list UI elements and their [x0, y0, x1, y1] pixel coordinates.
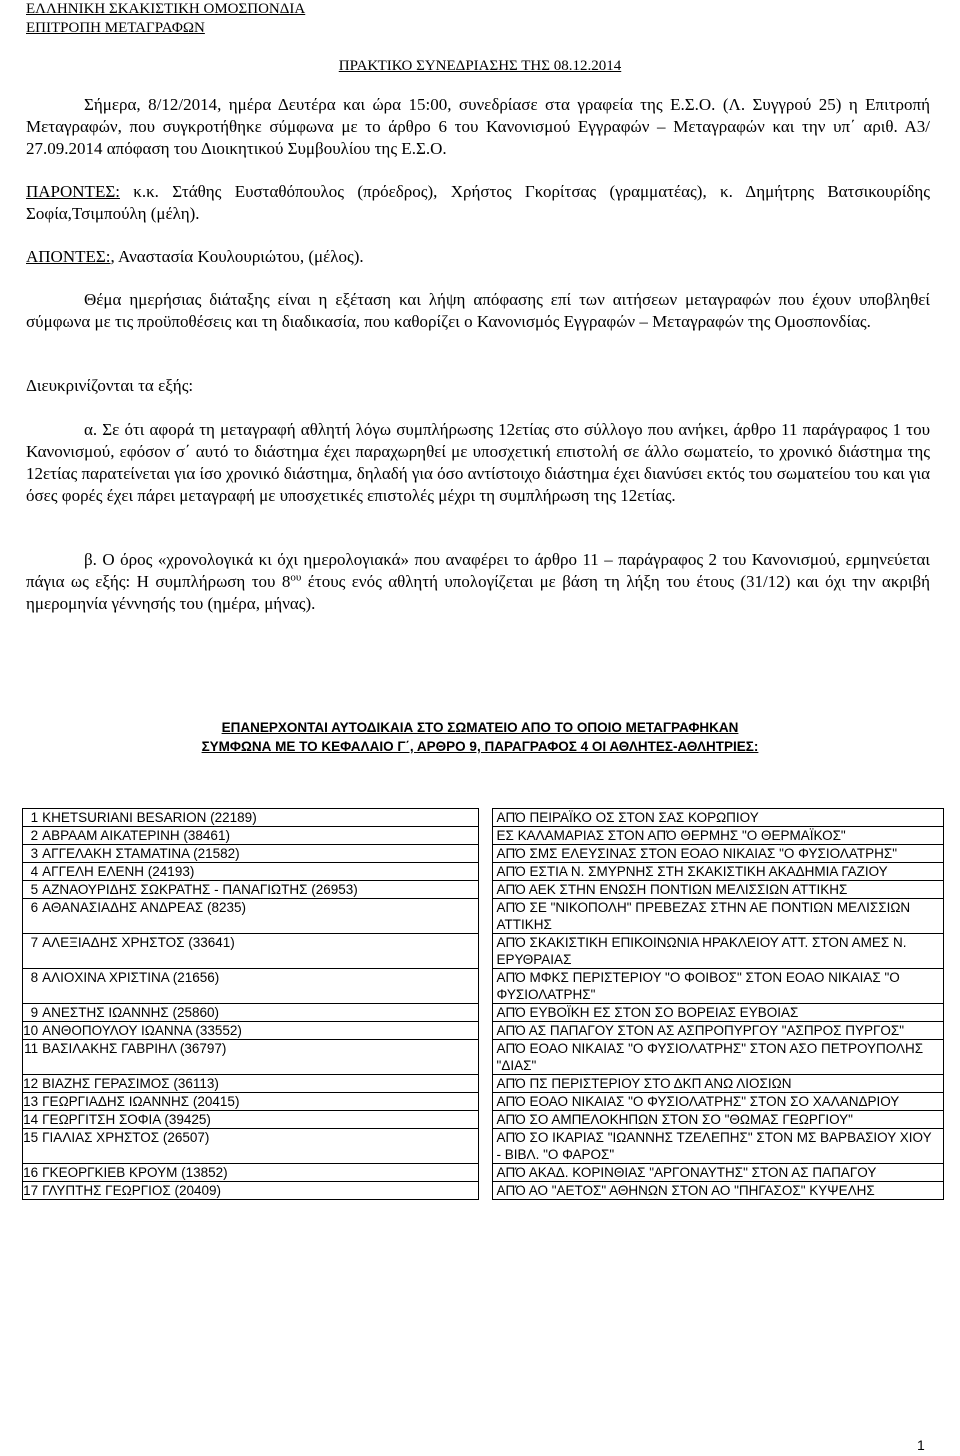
- clarify-line: Διευκρινίζονται τα εξής:: [26, 376, 194, 395]
- table-row: [23, 827, 944, 845]
- heading-line-1: ΕΠΑΝΕΡΧΟΝΤΑΙ ΑΥΤΟΔΙΚΑΙΑ ΣΤΟ ΣΩΜΑΤΕΙΟ ΑΠΟ ΤΟ ΟΠΟΙΟ ΜΕΤΑΓΡΑΦΗΚΑΝ: [221, 720, 739, 735]
- transfer-clubs: ΑΠΌ ΠΣ ΠΕΡΙΣΤΕΡΙΟΥ ΣΤΟ ΔΚΠ ΑΝΩ ΛΙΟΣΙΩΝ: [492, 1075, 943, 1093]
- point-b-before: β. Ο όρος «χρονολογικά κι όχι ημερολογιακά» που αναφέρει το άρθρο 11 – παράγραφος 2 του Κανονισμού, ερμηνεύεται πάγια ως εξής: Η συμπλήρωση του 8: [26, 550, 930, 591]
- row-number: 7: [23, 934, 41, 969]
- transfer-clubs: ΕΣ ΚΑΛΑΜΑΡΙΑΣ ΣΤΟΝ ΑΠΌ ΘΕΡΜΗΣ "Ο ΘΕΡΜΑΪΚΟΣ": [492, 827, 943, 845]
- table-row: [23, 1111, 944, 1129]
- spacer: [479, 899, 492, 934]
- transfer-clubs: ΑΠΌ ΠΕΙΡΑΪΚΟ ΟΣ ΣΤΟΝ ΣΑΣ ΚΟΡΩΠΙΟΥ: [492, 809, 943, 827]
- table-row: [23, 899, 944, 934]
- section-heading: [0, 718, 960, 756]
- athlete-name: ΑΓΓΕΛΗ ΕΛΕΝΗ (24193): [40, 863, 479, 881]
- table-row: [23, 1093, 944, 1111]
- transfer-clubs: ΑΠΌ ΣΜΣ ΕΛΕΥΣΙΝΑΣ ΣΤΟΝ ΕΟΑΟ ΝΙΚΑΙΑΣ "Ο ΦΥΣΙΟΛΑΤΡΗΣ": [492, 845, 943, 863]
- transfer-clubs: ΑΠΌ ΕΥΒΟΪΚΗ ΕΣ ΣΤΟΝ ΣΟ ΒΟΡΕΙΑΣ ΕΥΒΟΙΑΣ: [492, 1004, 943, 1022]
- row-number: 10: [23, 1023, 39, 1038]
- athlete-name: ΓΕΩΡΓΙΑΔΗΣ ΙΩΑΝΝΗΣ (20415): [40, 1093, 479, 1111]
- athlete-name: ΑΒΡΑΑΜ ΑΙΚΑΤΕΡΙΝΗ (38461): [40, 827, 479, 845]
- athlete-name: KHETSURIANI BESARION (22189): [40, 809, 479, 827]
- row-number: 1: [23, 809, 41, 827]
- spacer: [479, 1111, 492, 1129]
- heading-line-2: ΣΥΜΦΩΝΑ ΜΕ ΤΟ ΚΕΦΑΛΑΙΟ Γ΄, ΑΡΘΡΟ 9, ΠΑΡΑΓΡΑΦΟΣ 4 ΟΙ ΑΘΛΗΤΕΣ-ΑΘΛΗΤΡΙΕΣ:: [201, 739, 759, 754]
- transfer-clubs: ΑΠΌ ΕΟΑΟ ΝΙΚΑΙΑΣ "Ο ΦΥΣΙΟΛΑΤΡΗΣ" ΣΤΟΝ ΣΟ ΧΑΛΑΝΔΡΙΟΥ: [492, 1093, 943, 1111]
- table-row: [23, 969, 944, 1004]
- table-row: [23, 845, 944, 863]
- row-number: 6: [23, 899, 41, 934]
- athlete-name: ΑΝΕΣΤΗΣ ΙΩΑΝΝΗΣ (25860): [40, 1004, 479, 1022]
- present-label: ΠΑΡΟΝΤΕΣ:: [26, 182, 120, 201]
- athlete-name: ΓΛΥΠΤΗΣ ΓΕΩΡΓΙΟΣ (20409): [40, 1182, 479, 1200]
- table-row: [23, 1022, 944, 1040]
- spacer: [479, 1164, 492, 1182]
- spacer: [479, 1022, 492, 1040]
- spacer: [479, 934, 492, 969]
- organization-header: [26, 0, 305, 38]
- athlete-name: ΒΙΑΖΗΣ ΓΕΡΑΣΙΜΟΣ (36113): [40, 1075, 479, 1093]
- row-number: 3: [23, 845, 41, 863]
- table-row: [23, 863, 944, 881]
- athlete-name: ΑΛΙΟΧΙΝΑ ΧΡΙΣΤΙΝΑ (21656): [40, 969, 479, 1004]
- athlete-name: ΑΛΕΞΙΑΔΗΣ ΧΡΗΣΤΟΣ (33641): [40, 934, 479, 969]
- agenda-paragraph: Θέμα ημερήσιας διάταξης είναι η εξέταση και λήψη απόφασης επί των αιτήσεων μεταγραφών που έχουν υποβληθεί σύμφωνα με τις προϋποθέσεις και τη διαδικασία, που καθορίζει ο Κανονισμός Εγγραφών – Μεταγραφών της Ομοσπονδίας.: [26, 290, 930, 331]
- absent-label: ΑΠΟΝΤΕΣ:: [26, 247, 111, 266]
- intro-paragraph: Σήμερα, 8/12/2014, ημέρα Δευτέρα και ώρα 15:00, συνεδρίασε στα γραφεία της Ε.Σ.Ο. (Λ. Συγγρού 25) η Επιτροπή Μεταγραφών, που συγκροτήθηκε σύμφωνα με το άρθρο 6 του Κανονισμού Εγγραφών – Μεταγραφών και την υπ΄ αριθ. Α3/ 27.09.2014 απόφαση του Διοικητικού Συμβουλίου της Ε.Σ.Ο.: [26, 95, 930, 158]
- spacer: [479, 1040, 492, 1075]
- athlete-name: ΑΓΓΕΛΑΚΗ ΣΤΑΜΑΤΙΝΑ (21582): [40, 845, 479, 863]
- spacer: [479, 845, 492, 863]
- point-b-superscript: ου: [290, 571, 302, 584]
- spacer: [479, 809, 492, 827]
- transfer-clubs: ΑΠΌ ΕΣΤΙΑ Ν. ΣΜΥΡΝΗΣ ΣΤΗ ΣΚΑΚΙΣΤΙΚΗ ΑΚΑΔΗΜΙΑ ΓΑΖΙΟΥ: [492, 863, 943, 881]
- athlete-name: ΓΙΑΛΙΑΣ ΧΡΗΣΤΟΣ (26507): [40, 1129, 479, 1164]
- table-row: [23, 1129, 944, 1164]
- committee-name: ΕΠΙΤΡΟΠΗ ΜΕΤΑΓΡΑΦΩΝ: [26, 20, 205, 36]
- row-number: 12: [23, 1076, 39, 1091]
- row-number: 8: [23, 969, 41, 1004]
- athlete-name: ΓΕΩΡΓΙΤΣΗ ΣΟΦΙΑ (39425): [40, 1111, 479, 1129]
- row-number: 11: [23, 1040, 41, 1075]
- table-row: [23, 1164, 944, 1182]
- transfer-clubs: ΑΠΌ ΑΣ ΠΑΠΑΓΟΥ ΣΤΟΝ ΑΣ ΑΣΠΡΟΠΥΡΓΟΥ "ΑΣΠΡΟΣ ΠΥΡΓΟΣ": [492, 1022, 943, 1040]
- transfer-clubs: ΑΠΌ ΕΟΑΟ ΝΙΚΑΙΑΣ "Ο ΦΥΣΙΟΛΑΤΡΗΣ" ΣΤΟΝ ΑΣΟ ΠΕΤΡΟΥΠΟΛΗΣ "ΔΙΑΣ": [492, 1040, 943, 1075]
- row-number: 13: [23, 1094, 39, 1109]
- page-number: 1: [917, 1437, 925, 1453]
- spacer: [479, 881, 492, 899]
- table-row: [23, 1182, 944, 1200]
- absent-paragraph: [26, 246, 930, 268]
- transfer-clubs: ΑΠΌ ΑΚΑΔ. ΚΟΡΙΝΘΙΑΣ "ΑΡΓΟΝΑΥΤΗΣ" ΣΤΟΝ ΑΣ ΠΑΠΑΓΟΥ: [492, 1164, 943, 1182]
- transfer-clubs: ΑΠΌ ΜΦΚΣ ΠΕΡΙΣΤΕΡΙΟΥ "Ο ΦΟΙΒΟΣ" ΣΤΟΝ ΕΟΑΟ ΝΙΚΑΙΑΣ "Ο ΦΥΣΙΟΛΑΤΡΗΣ": [492, 969, 943, 1004]
- spacer: [479, 1129, 492, 1164]
- present-text: κ.κ. Στάθης Ευσταθόπουλος (πρόεδρος), Χρήστος Γκορίτσας (γραμματέας), κ. Δημήτρης Βατσικουρίδης Σοφία,Τσιμπούλη (μέλη).: [26, 182, 930, 223]
- table-row: [23, 881, 944, 899]
- athlete-name: ΑΝΘΟΠΟΥΛΟΥ ΙΩΑΝΝΑ (33552): [40, 1022, 479, 1040]
- row-number: 17: [23, 1183, 39, 1198]
- spacer: [479, 863, 492, 881]
- table-row: [23, 1040, 944, 1075]
- row-number: 16: [23, 1165, 39, 1180]
- present-paragraph: [26, 181, 930, 225]
- spacer: [479, 1004, 492, 1022]
- athlete-name: ΑΖΝΑΟΥΡΙΔΗΣ ΣΩΚΡΑΤΗΣ - ΠΑΝΑΓΙΩΤΗΣ (26953): [40, 881, 479, 899]
- spacer: [479, 1075, 492, 1093]
- spacer: [479, 969, 492, 1004]
- spacer: [479, 1093, 492, 1111]
- table-row: [23, 1075, 944, 1093]
- spacer: [479, 1182, 492, 1200]
- table-row: [23, 809, 944, 827]
- point-a-paragraph: α. Σε ότι αφορά τη μεταγραφή αθλητή λόγω συμπλήρωσης 12ετίας στο σύλλογο που ανήκει, άρθρο 11 παράγραφος 1 του Κανονισμού, εφόσον σ΄ αυτό το διάστημα έχει παραχωρηθεί με υποσχετική επιστολή σε άλλο σωματείο, το χρονικό διάστημα της 12ετίας παρατείνεται για ίσο χρονικό διάστημα, δηλαδή για όσο αντίστοιχο διάστημα έχει διανύσει εκτός του σωματείου του και για όσες φορές έχει πάρει μεταγραφή με υποσχετικές επιστολές μέχρι τη συμπλήρωση της 12ετίας.: [26, 420, 930, 505]
- athlete-name: ΒΑΣΙΛΑΚΗΣ ΓΑΒΡΙΗΛ (36797): [40, 1040, 479, 1075]
- absent-text: , Αναστασία Κουλουριώτου, (μέλος).: [110, 247, 364, 266]
- document-title: ΠΡΑΚΤΙΚΟ ΣΥΝΕΔΡΙΑΣΗΣ ΤΗΣ 08.12.2014: [338, 58, 622, 74]
- row-number: 15: [23, 1129, 41, 1164]
- row-number: 14: [23, 1112, 39, 1127]
- transfers-table-body: [23, 809, 944, 1200]
- point-b-paragraph: [26, 549, 930, 615]
- transfer-clubs: ΑΠΌ ΣΟ ΙΚΑΡΙΑΣ "ΙΩΑΝΝΗΣ ΤΖΕΛΕΠΗΣ" ΣΤΟΝ ΜΣ ΒΑΡΒΑΣΙΟΥ ΧΙΟΥ - ΒΙΒΛ. "Ο ΦΑΡΟΣ": [492, 1129, 943, 1164]
- point-b-after: έτους ενός αθλητή υπολογίζεται με βάση τη λήξη του έτους (31/12) και όχι την ακριβή ημερομηνία γέννησής του (ημέρα, μήνας).: [26, 572, 930, 613]
- athlete-name: ΓΚΕΟΡΓΚΙΕΒ ΚΡΟΥΜ (13852): [40, 1164, 479, 1182]
- transfer-clubs: ΑΠΌ ΣΟ ΑΜΠΕΛΟΚΗΠΩΝ ΣΤΟΝ ΣΟ "ΘΩΜΑΣ ΓΕΩΡΓΙΟΥ": [492, 1111, 943, 1129]
- org-name: ΕΛΛΗΝΙΚΗ ΣΚΑΚΙΣΤΙΚΗ ΟΜΟΣΠΟΝΔΙΑ: [26, 1, 306, 17]
- transfer-clubs: ΑΠΌ ΑΕΚ ΣΤΗΝ ΕΝΩΣΗ ΠΟΝΤΙΩΝ ΜΕΛΙΣΣΙΩΝ ΑΤΤΙΚΗΣ: [492, 881, 943, 899]
- athlete-name: ΑΘΑΝΑΣΙΑΔΗΣ ΑΝΔΡΕΑΣ (8235): [40, 899, 479, 934]
- row-number: 4: [23, 863, 41, 881]
- table-row: [23, 1004, 944, 1022]
- row-number: 9: [23, 1004, 41, 1022]
- table-row: [23, 934, 944, 969]
- row-number: 5: [23, 881, 41, 899]
- transfer-clubs: ΑΠΌ ΣΚΑΚΙΣΤΙΚΗ ΕΠΙΚΟΙΝΩΝΙΑ ΗΡΑΚΛΕΙΟΥ ΑΤΤ. ΣΤΟΝ ΑΜΕΣ Ν. ΕΡΥΘΡΑΙΑΣ: [492, 934, 943, 969]
- transfers-table: [22, 808, 944, 1200]
- transfer-clubs: ΑΠΌ ΣΕ "ΝΙΚΟΠΟΛΗ" ΠΡΕΒΕΖΑΣ ΣΤΗΝ ΑΕ ΠΟΝΤΙΩΝ ΜΕΛΙΣΣΙΩΝ ΑΤΤΙΚΗΣ: [492, 899, 943, 934]
- spacer: [479, 827, 492, 845]
- transfer-clubs: ΑΠΌ ΑΟ "ΑΕΤΟΣ" ΑΘΗΝΩΝ ΣΤΟΝ ΑΟ "ΠΗΓΑΣΟΣ" ΚΥΨΕΛΗΣ: [492, 1182, 943, 1200]
- row-number: 2: [23, 827, 41, 845]
